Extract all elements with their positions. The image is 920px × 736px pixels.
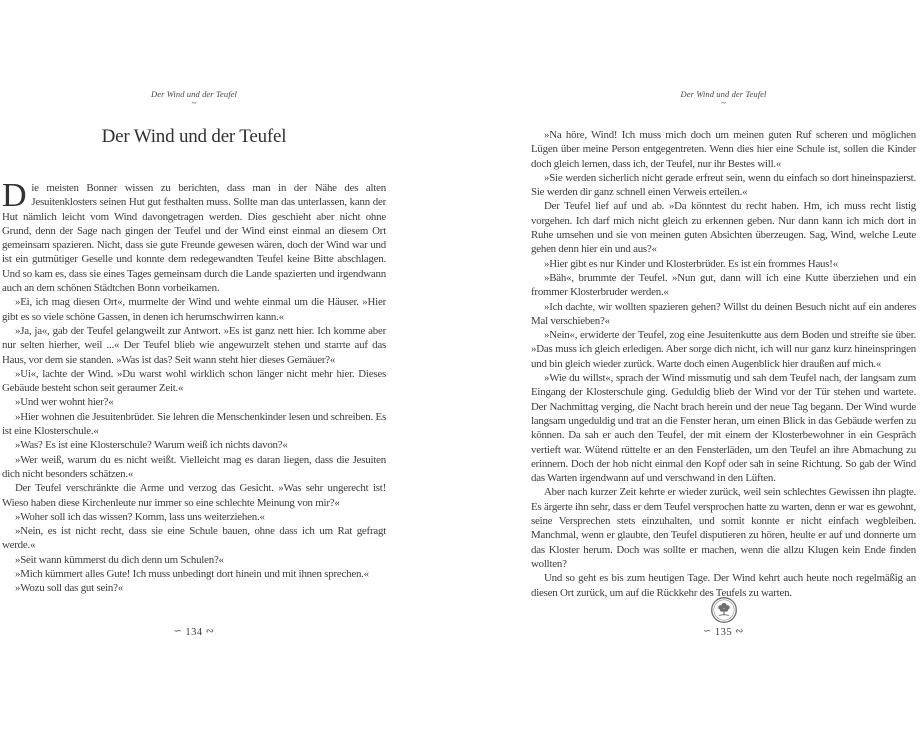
body-paragraph: »Ui«, lachte der Wind. »Du warst wohl wirklich schon länger nicht mehr hier. Dieses Gebäude besteht schon seit geraumer Zeit.« [2,367,386,395]
right-page-body [531,128,916,600]
body-paragraph: »Bäh«, brummte der Teufel. »Nun gut, dann will ich eine Kutte überziehen und ein frommer Klosterbruder werden.« [531,271,916,299]
body-paragraph: »Ich dachte, wir wollten spazieren gehen? Willst du deinen Besuch nicht auf ein anderes Mal verschieben?« [531,300,916,327]
chapter-end-ornament [531,596,916,629]
footer-flourish-left: ∽ [702,626,712,637]
body-paragraph: Aber nach kurzer Zeit kehrte er wieder zurück, weil sein schlechtes Gewissen ihn plagte. Es ärgerte ihn sehr, dass er dem Teufel versprochen hatte zu warten, denn er war es gewohnt, seine Versprechen stets einzuhalten, und somit konnte er nicht einfach wegbleiben. Manchmal, wenn er glaubte, den Teufel disputieren zu hören, heulte er auf und donnerte um das Kloster herum. Doch was sollte er machen, wenn die allzu Klugen kein Ende finden wollten? [531,486,916,570]
left-page-body [2,177,386,596]
body-paragraph: »Nein, es ist nicht recht, dass sie eine Schule bauen, ohne dass ich um Rat gefragt werde.« [2,525,386,552]
body-paragraph: »Na höre, Wind! Ich muss mich doch um meinen guten Ruf scheren und möglichen Lügen über meine Person entgegentreten. Wenn dies hier eine Schule ist, sollen die Kinder doch gleich lernen, dass ich, der Teufel, nur ihr Bestes will.« [531,129,916,170]
footer-flourish-right: ∾ [205,626,215,637]
running-header-right [531,89,916,108]
running-header-title: Der Wind und der Teufel [680,89,767,99]
chapter-title: Der Wind und der Teufel [101,126,287,147]
body-paragraph: »Woher soll ich das wissen? Komm, lass uns weiterziehen.« [15,510,265,523]
body-paragraph: »Wer weiß, warum du es nicht weißt. Vielleicht mag es daran liegen, dass die Jesuiten dich nicht besonders schätzen.« [2,453,386,480]
body-paragraph: »Wozu soll das gut sein?« [15,582,123,595]
running-header-ornament: ~ [191,98,197,108]
right-page-footer [531,627,916,638]
body-paragraph: »Sie werden sicherlich nicht gerade erfreut sein, wenn du einfach so dort hineinspazierst. Sie werden dir ganz schnell einen Verweis erteilen.« [531,171,916,199]
body-paragraph: »Was? Es ist eine Klosterschule? Warum weiß ich nichts davon?« [15,439,288,452]
page-number-right: 135 [714,627,733,638]
body-paragraph: »Nein«, erwiderte der Teufel, zog eine Jesuitenkutte aus dem Boden und streifte sie über. »Das muss ich gleich erledigen. Aber sorge dich nicht, ich will nur ganz kurz hineinspringen und bin gleich wieder zurück. Warte doch einen Augenblick hier draußen auf mich.« [531,329,916,370]
running-header-title: Der Wind und der Teufel [150,89,238,99]
body-paragraph: »Ja, ja«, gab der Teufel gelangweilt zur Antwort. »Es ist ganz nett hier. Ich komme aber nur selten hierher, weil ...« Der Teufel blieb wie angewurzelt stehen und starrte auf das Haus, vor dem sie standen. »Was ist das? Seit wann steht hier dieses Gemäuer?« [2,324,386,366]
body-paragraph: »Seit wann kümmerst du dich denn um Schulen?« [15,553,224,566]
right-paragraphs [531,128,916,600]
body-paragraph: »Hier gibt es nur Kinder und Klosterbrüder. Es ist ein frommes Haus!« [544,257,838,270]
body-paragraph: Der Teufel verschränkte die Arme und verzog das Gesicht. »Was sehr ungerecht ist! Wieso haben diese Kirchenleute nur immer so eine schlechte Meinung von mir?« [2,482,386,509]
page-left [2,0,386,736]
tree-medallion-icon [710,596,738,624]
body-paragraph: »Wie du willst«, sprach der Wind missmutig und sah dem Teufel nach, der langsam zum Eingang der Klosterschule ging. Geduldig blieb der Wind vor der Tür stehen und wartete. Der Nachmittag verging, die Nacht brach herein und der neue Tag begann. Der Wind wurde langsam ungeduldig und trat an die Fenster heran, um einen Blick in das Gebäude werfen zu können. Da sah er auch den Teufel, der mit einem der Klosterbewohner in ein Gespräch vertieft war. Wütend rüttelte er an den Fensterläden, um den Teufel an ihre Abmachung zu erinnern. Doch der hob nicht einmal den Kopf oder sah in seine Richtung. So gab der Wind das Warten irgendwann auf und verschwand in den Lüften. [531,372,916,485]
left-paragraphs [2,295,386,595]
left-page-footer [2,627,386,638]
body-paragraph: »Und wer wohnt hier?« [15,396,114,409]
body-paragraph: Der Teufel lief auf und ab. »Da könntest du recht haben. Hm, ich muss recht listig vorgehen. Ich darf mich nicht gleich zu erkennen geben. Nur dann kann ich mich dort in Ruhe umsehen und sie von meinen guten Absichten überzeugen. Sag, Wind, welche Leute gehen denn hier ein und aus?« [531,200,916,256]
running-header-ornament: ~ [721,98,726,108]
running-header-left [2,89,386,108]
page-right [531,0,916,736]
opening-paragraph-text: ie meisten Bonner wissen zu berichten, dass man in der Nähe des alten Jesuitenklosters seinen Hut gut festhalten muss. Sollte man das unterlassen, kann der Hut nämlich leicht vom Wind davongetragen werden. Dies geschieht aber nicht ohne Grund, denn der Sage nach gingen der Teufel und der Wind einst einmal an diesem Ort gemeinsam spazieren. Nicht, dass sie gute Freunde gewesen wären, doch der Wind war und ist ein gutmütiger Geselle und konnte dem redegewandten Teufel keine Bitte abschlagen. Und so kam es, dass sie eines Tages gemeinsam durch die Lande spazierten und irgendwann auch an dem schönen Städtchen Bonn vorbeikamen. [2,182,386,295]
body-paragraph: »Hier wohnen die Jesuitenbrüder. Sie lehren die Menschenkinder lesen und schreiben. Es ist eine Klosterschule.« [2,410,386,438]
body-paragraph: »Mich kümmert alles Gute! Ich muss unbedingt dort hinein und mit ihnen sprechen.« [15,568,369,581]
page-number-left: 134 [185,627,203,638]
body-paragraph: Und so geht es bis zum heutigen Tage. Der Wind kehrt auch heute noch regelmäßig an diesen Ort zurück, um auf die Rückkehr des Teufels zu warten. [531,572,916,599]
footer-flourish-left: ∽ [173,626,183,637]
drop-cap: D [2,177,27,214]
body-paragraph: »Ei, ich mag diesen Ort«, murmelte der Wind und wehte einmal um die Häuser. »Hier gibt es so viele schöne Gassen, in denen ich herumschwirren kann.« [2,296,386,323]
footer-flourish-right: ∾ [735,626,745,637]
opening-paragraph [2,177,386,295]
